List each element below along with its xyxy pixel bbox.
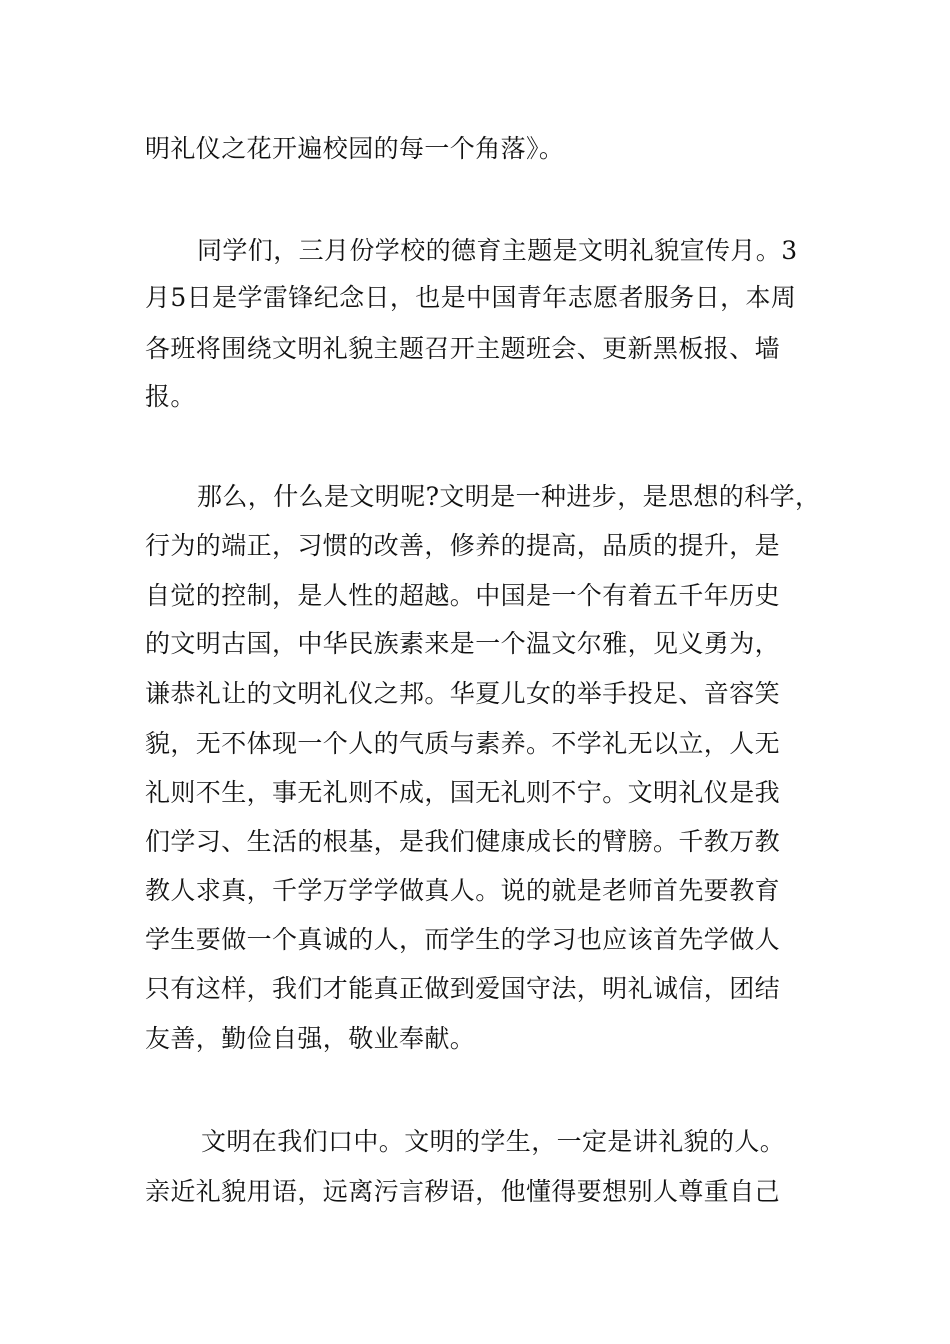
text-line: 明礼仪之花开遍校园的每一个角落》。 — [145, 134, 565, 163]
text-line: 貌，无不体现一个人的气质与素养。不学礼无以立，人无 — [145, 729, 781, 758]
text-line: 礼则不生，事无礼则不成，国无礼则不宁。文明礼仪是我 — [145, 778, 781, 807]
text-line: 们学习、生活的根基，是我们健康成长的臂膀。千教万教 — [145, 827, 781, 856]
text-line: 报。 — [145, 382, 196, 411]
text-line: 同学们，三月份学校的德育主题是文明礼貌宣传月。3 — [197, 236, 798, 265]
text-line: 亲近礼貌用语，远离污言秽语，他懂得要想别人尊重自己 — [145, 1177, 781, 1206]
text-line: 只有这样，我们才能真正做到爱国守法，明礼诚信，团结 — [145, 974, 781, 1003]
text-line: 各班将围绕文明礼貌主题召开主题班会、更新黑板报、墙 — [145, 334, 781, 363]
text-line: 谦恭礼让的文明礼仪之邦。华夏儿女的举手投足、音容笑 — [145, 679, 781, 708]
text-line: 学生要做一个真诚的人，而学生的学习也应该首先学做人 — [145, 925, 781, 954]
text-line: 文明在我们口中。文明的学生，一定是讲礼貌的人。 — [201, 1127, 786, 1156]
text-line: 教人求真，千学万学学做真人。说的就是老师首先要教育 — [145, 876, 781, 905]
text-line: 行为的端正，习惯的改善，修养的提高，品质的提升，是 — [145, 531, 781, 560]
text-line: 友善，勤俭自强，敬业奉献。 — [145, 1024, 476, 1053]
text-line: 自觉的控制，是人性的超越。中国是一个有着五千年历史 — [145, 581, 781, 610]
text-line: 那么，什么是文明呢?文明是一种进步，是思想的科学， — [197, 482, 821, 511]
text-line: 的文明古国，中华民族素来是一个温文尔雅，见义勇为， — [145, 629, 781, 658]
text-line: 月5日是学雷锋纪念日，也是中国青年志愿者服务日，本周 — [145, 283, 797, 312]
